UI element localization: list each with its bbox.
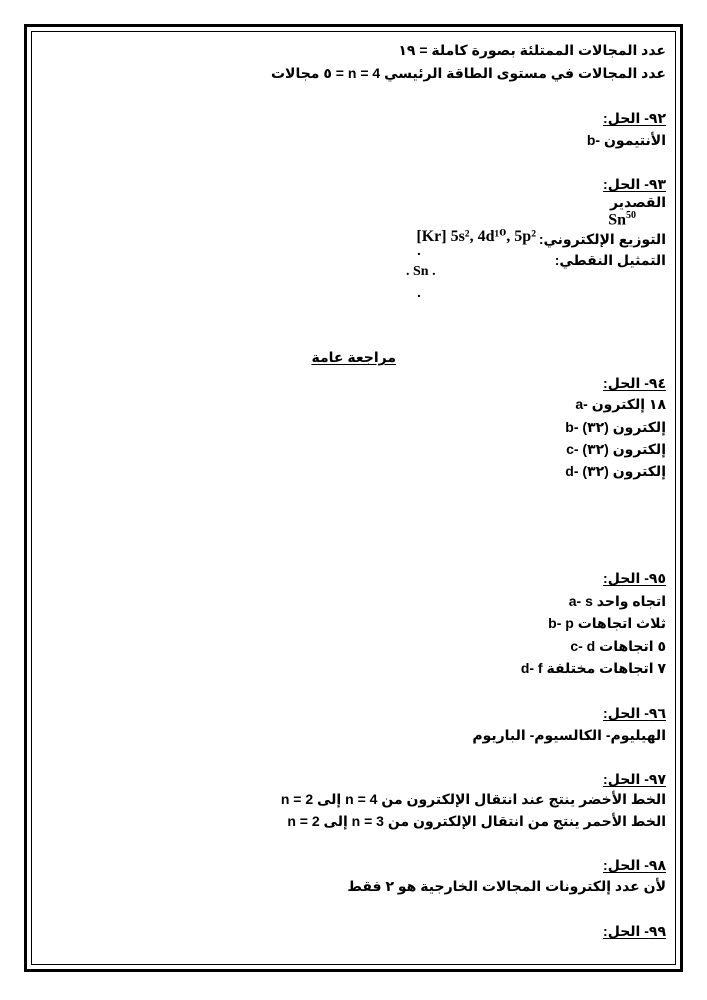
q93-dot-structure: . Sn . bbox=[406, 264, 436, 279]
q95-item-d: d- f ٧ اتجاهات مختلفة bbox=[520, 660, 666, 676]
q95-item-b: b- p ثلاث اتجاهات bbox=[548, 615, 666, 631]
q94-heading: ٩٤- الحل: bbox=[603, 375, 666, 391]
q95-heading: ٩٥- الحل: bbox=[603, 570, 666, 586]
section-title: مراجعة عامة bbox=[311, 349, 396, 365]
q93-dot-top: . bbox=[417, 242, 421, 258]
intro-line-2: عدد المجالات في مستوى الطاقة الرئيسي 4 = n = ٥ مجالات bbox=[270, 65, 666, 81]
q93-element-symbol: Sn$^{50}$ bbox=[608, 210, 636, 229]
q94-item-c: c- (٣٢) إلكترون bbox=[566, 441, 666, 457]
q97-heading: ٩٧- الحل: bbox=[603, 771, 666, 787]
q93-dot-label: التمثيل النقطي: bbox=[554, 252, 666, 268]
q93-config-value: [Kr] 5s², 4d¹⁰, 5p² bbox=[416, 228, 536, 245]
q94-item-a: a- ١٨ إلكترون bbox=[575, 396, 666, 412]
q95-item-c: c- d ٥ اتجاهات bbox=[570, 638, 666, 654]
q92-heading: ٩٢- الحل: bbox=[603, 110, 666, 126]
q95-item-a: a- s اتجاه واحد bbox=[568, 593, 666, 609]
q96-answer: الهيليوم- الكالسيوم- الباريوم bbox=[472, 727, 666, 743]
q98-answer: لأن عدد إلكترونات المجالات الخارجية هو ٢ فقط bbox=[347, 878, 666, 894]
q96-heading: ٩٦- الحل: bbox=[603, 705, 666, 721]
intro-line-1: عدد المجالات الممتلئة بصورة كاملة = ١٩ bbox=[398, 42, 666, 58]
q97-line-1: الخط الأخضر ينتج عند انتقال الإلكترون من 4 = n إلى n = 2 bbox=[280, 791, 666, 807]
q92-answer: b- الأنتيمون bbox=[586, 132, 666, 148]
document-content bbox=[40, 38, 666, 958]
q99-heading: ٩٩- الحل: bbox=[603, 923, 666, 939]
q94-item-b: b- (٣٢) إلكترون bbox=[565, 419, 666, 435]
q94-item-d: d- (٣٢) إلكترون bbox=[565, 463, 666, 479]
q97-line-2: الخط الأحمر ينتج من انتقال الإلكترون من 3 = n إلى n = 2 bbox=[287, 813, 666, 829]
q93-config-label: التوزيع الإلكتروني: bbox=[538, 231, 666, 247]
q93-dot-bottom: . bbox=[417, 284, 421, 300]
q98-heading: ٩٨- الحل: bbox=[603, 857, 666, 873]
q93-element-name: القصدير bbox=[610, 194, 666, 210]
q93-heading: ٩٣- الحل: bbox=[603, 176, 666, 192]
